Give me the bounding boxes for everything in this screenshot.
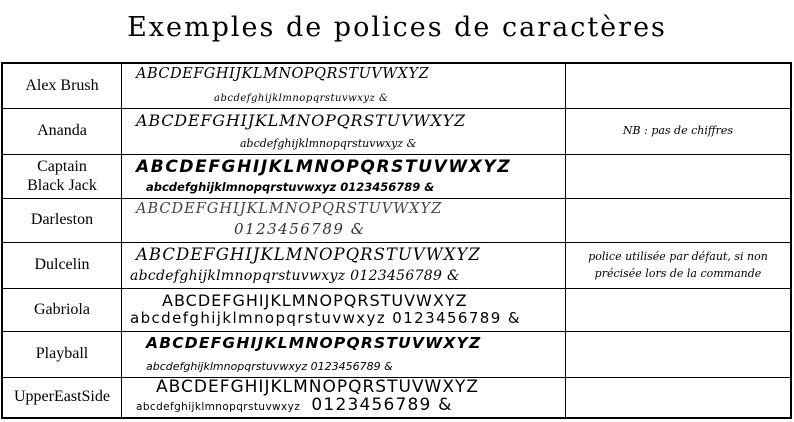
font-sample-captain-black-jack [122,155,566,199]
font-name-label: Darleston [30,211,94,229]
font-note-uppereastside [566,378,790,417]
font-name-label: Alex Brush [25,76,99,94]
font-sample-darleston [122,199,566,243]
font-name-uppereastside [3,378,122,417]
font-sample-uppereastside [122,378,566,417]
sample-uppercase: ABCDEFGHIJKLMNOPQRSTUVWXYZ [136,66,430,82]
sample-uppercase: ABCDEFGHIJKLMNOPQRSTUVWXYZ [146,334,482,352]
font-name-ananda [3,109,122,155]
font-name-captain-black-jack [3,155,122,199]
font-name-label: UpperEastSide [14,388,110,406]
font-note-playball [566,332,790,378]
sample-uppercase: ABCDEFGHIJKLMNOPQRSTUVWXYZ [156,378,480,397]
sample-lowercase: abcdefghijklmnopqrstuvwxyz [136,401,301,413]
font-note-captain-black-jack [566,155,790,199]
font-name-alex-brush [3,64,122,109]
page-title: Exemples de polices de caractères [127,12,667,43]
note-line-2: précisée lors de la commande [594,266,762,280]
sample-digits: 0123456789 & [311,395,453,415]
sample-uppercase: ABCDEFGHIJKLMNOPQRSTUVWXYZ [162,291,468,310]
font-sample-alex-brush [122,64,566,109]
font-sample-ananda [122,109,566,155]
sample-uppercase: ABCDEFGHIJKLMNOPQRSTUVWXYZ [136,201,443,217]
sample-lowercase: 0123456789 & [234,220,366,238]
note-line-1: police utilisée par défaut, si non [588,250,768,263]
font-name-dulcelin [3,243,122,289]
sample-lowercase: abcdefghijklmnopqrstuvwxyz 0123456789 & [130,309,521,327]
font-note-gabriola [566,289,790,332]
sample-lowercase: abcdefghijklmnopqrstuvwxyz & [214,93,389,104]
font-name-label: Ananda [37,122,87,140]
font-note-dulcelin [566,243,790,289]
font-name-line-1: Captain [37,158,87,176]
font-samples-table [1,62,792,419]
sample-lowercase: abcdefghijklmnopqrstuvwxyz & [240,137,417,150]
font-sample-gabriola [122,289,566,332]
font-name-label: Gabriola [34,300,90,318]
font-note-ananda: NB : pas de chiffres [566,109,790,155]
sample-uppercase: ABCDEFGHIJKLMNOPQRSTUVWXYZ [136,157,512,177]
font-name-label: Playball [35,345,89,363]
sample-uppercase: ABCDEFGHIJKLMNOPQRSTUVWXYZ [136,111,466,130]
font-name-playball [3,332,122,378]
font-name-darleston [3,199,122,243]
sample-uppercase: ABCDEFGHIJKLMNOPQRSTUVWXYZ [136,245,481,264]
font-name-label: Dulcelin [34,256,90,274]
font-note-alex-brush [566,64,790,109]
font-sample-dulcelin [122,243,566,289]
font-sample-playball [122,332,566,378]
font-name-line-2: Black Jack [27,176,97,194]
sample-lowercase-and-digits [136,395,453,415]
font-name-gabriola [3,289,122,332]
sample-lowercase: abcdefghijklmnopqrstuvwxyz 0123456789 & [146,360,393,373]
font-note-darleston [566,199,790,243]
sample-lowercase: abcdefghijklmnopqrstuvwxyz 0123456789 & [130,268,460,284]
sample-lowercase: abcdefghijklmnopqrstuvwxyz 0123456789 & [146,180,435,194]
